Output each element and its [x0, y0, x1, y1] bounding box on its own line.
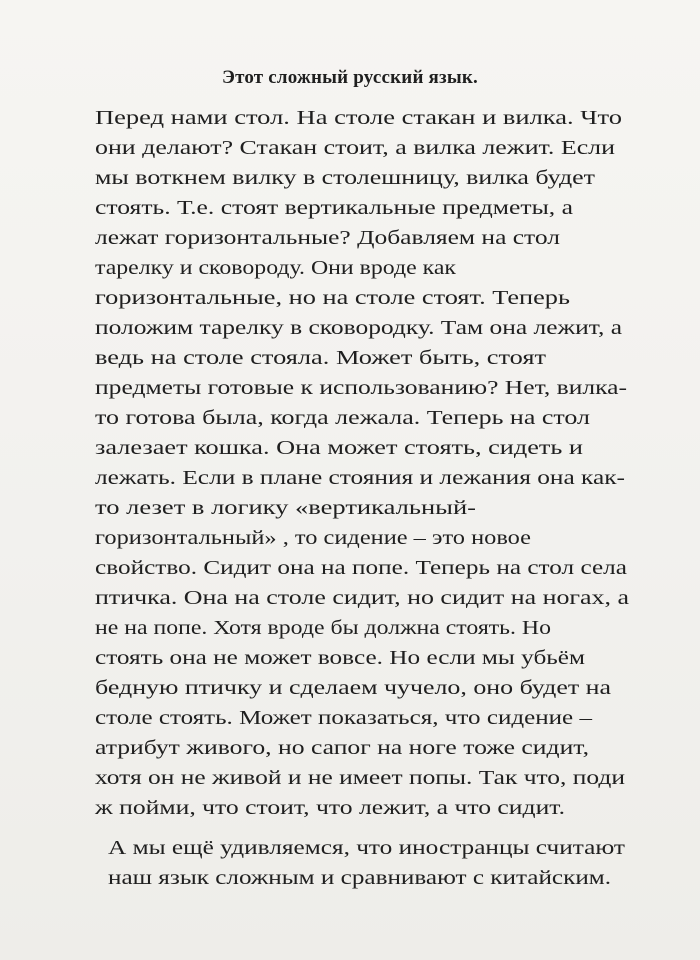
- paragraph-1-line-19: стоять она не может вовсе. Но если мы убьём: [95, 648, 586, 669]
- paragraph-1-line-17: птичка. Она на столе сидит, но сидит на ногах, а: [95, 588, 629, 609]
- paragraph-2-line-1: А мы ещё удивляемся, что иностранцы считают: [108, 838, 625, 859]
- paragraph-1-line-18: не на попе. Хотя вроде бы должна стоять. Но: [95, 618, 551, 639]
- paragraph-1-line-20: бедную птичку и сделаем чучело, оно будет на: [95, 678, 612, 699]
- paragraph-1-line-13: лежать. Если в плане стояния и лежания она как-: [95, 468, 626, 489]
- paragraph-1-line-3: мы воткнем вилку в столешницу, вилка будет: [95, 168, 595, 189]
- paragraph-1-line-4: стоять. Т.е. стоят вертикальные предметы, а: [95, 198, 573, 219]
- paragraph-1-line-2: они делают? Стакан стоит, а вилка лежит. Если: [95, 138, 615, 159]
- paragraph-1-line-8: положим тарелку в сковородку. Там она лежит, а: [95, 318, 623, 339]
- paragraph-1-line-16: свойство. Сидит она на попе. Теперь на стол села: [95, 558, 627, 579]
- paragraph-1-line-24: ж пойми, что стоит, что лежит, а что сидит.: [95, 798, 565, 819]
- paragraph-1-line-11: то готова была, когда лежала. Теперь на стол: [95, 408, 591, 429]
- paragraph-1-line-9: ведь на столе стояла. Может быть, стоят: [95, 348, 546, 369]
- paragraph-1-line-10: предметы готовые к использованию? Нет, вилка-: [95, 378, 628, 399]
- paragraph-1-line-5: лежат горизонтальные? Добавляем на стол: [95, 228, 560, 249]
- paragraph-1-line-15: горизонтальный» , то сидение – это новое: [95, 528, 532, 549]
- paragraph-1-line-12: залезает кошка. Она может стоять, сидеть и: [95, 438, 583, 459]
- paragraph-1-line-1: Перед нами стол. На столе стакан и вилка. Что: [95, 108, 622, 129]
- paragraph-2-line-2: наш язык сложным и сравнивают с китайским.: [108, 868, 612, 889]
- paragraph-1-line-7: горизонтальные, но на столе стоят. Теперь: [95, 288, 570, 309]
- page-title: Этот сложный русский язык.: [221, 67, 478, 88]
- paragraph-1-line-23: хотя он не живой и не имеет попы. Так что, поди: [95, 768, 625, 789]
- paragraph-1-line-21: столе стоять. Может показаться, что сидение –: [95, 708, 592, 729]
- paragraph-1-line-6: тарелку и сковороду. Они вроде как: [95, 258, 457, 279]
- paragraph-1-line-22: атрибут живого, но сапог на ноге тоже сидит,: [95, 738, 589, 759]
- paragraph-1-line-14: то лезет в логику «вертикальный-: [95, 498, 476, 519]
